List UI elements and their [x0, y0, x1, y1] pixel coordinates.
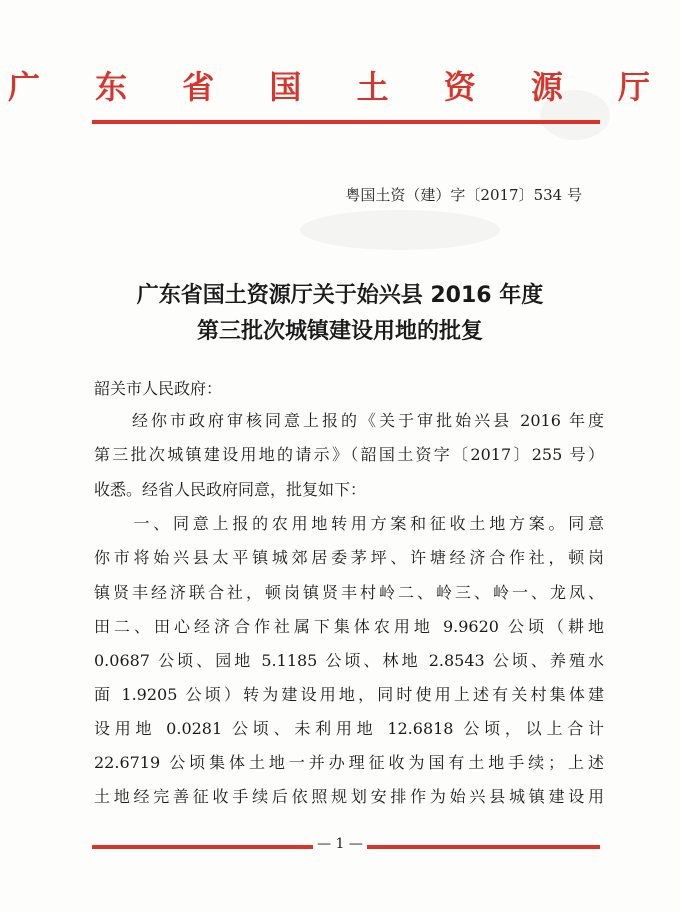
body-line: 镇贤丰经济联合社，顿岗镇贤丰村岭二、岭三、岭一、龙凤、	[94, 583, 604, 602]
body-line: 你市将始兴县太平镇城郊居委茅坪、许塘经济合作社，顿岗	[94, 548, 604, 567]
body-line: 经你市政府审核同意上报的《关于审批始兴县 2016 年度	[94, 411, 604, 430]
body-line: 设用地 0.0281 公顷、未利用地 12.6818 公顷，以上合计	[94, 719, 604, 738]
body-line: 第三批次城镇建设用地的请示》（韶国土资字〔2017〕255 号）	[94, 445, 604, 464]
body-line: 0.0687 公顷、园地 5.1185 公顷、林地 2.8543 公顷、养殖水	[94, 651, 604, 670]
page-number-label: — 1 —	[313, 836, 367, 852]
body-line: 22.6719 公顷集体土地一并办理征收为国有土地手续；上述	[94, 753, 604, 772]
body-line: 田二、田心经济合作社属下集体农用地 9.9620 公顷（耕地	[94, 617, 604, 636]
body-line: 收悉。经省人民政府同意，批复如下：	[94, 480, 367, 499]
body-line: 一、同意上报的农用地转用方案和征收土地方案。同意	[94, 514, 604, 533]
body-line: 韶关市人民政府：	[94, 379, 223, 398]
body-line: 土地经完善征收手续后依照规划安排作为始兴县城镇建设用	[94, 787, 604, 806]
body-line: 面 1.9205 公顷）转为建设用地，同时使用上述有关村集体建	[94, 685, 604, 704]
document-title-line-2: 第三批次城镇建设用地的批复	[196, 319, 483, 344]
document-number: 粤国土资（建）字〔2017〕534 号	[345, 186, 582, 204]
page-number	[0, 836, 680, 852]
paper-smudge	[300, 210, 500, 250]
agency-header: 广 东 省 国 土 资 源 厅	[8, 68, 672, 106]
document-title-line-1: 广东省国土资源厅关于始兴县 2016 年度	[136, 283, 544, 308]
header-red-rule	[92, 120, 600, 124]
